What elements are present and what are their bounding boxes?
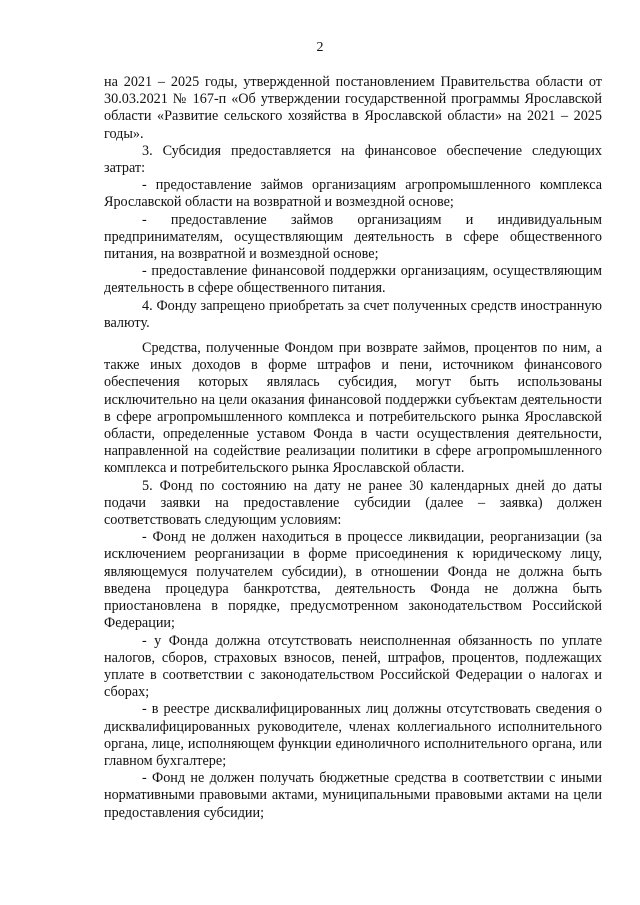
- paragraph-condition-taxes: - у Фонда должна отсутствовать неисполненная обязанность по уплате налогов, сборов, страховых взносов, пеней, штрафов, процентов, подлежащих уплате в соответствии с законодательством Российской Федерации о налогах и сборах;: [104, 632, 602, 701]
- paragraph-program-reference: на 2021 – 2025 годы, утвержденной постановлением Правительства области от 30.03.2021 № 167-п «Об утверждении государственной программы Ярославской области «Развитие сельского хозяйства в Ярославской области» на 2021 – 2025 годы».: [104, 74, 602, 142]
- page-number: 2: [316, 40, 324, 55]
- paragraph-item-3: 3. Субсидия предоставляется на финансовое обеспечение следующих затрат:: [104, 142, 602, 177]
- paragraph-bullet-loans-agro: - предоставление займов организациям агропромышленного комплекса Ярославской области на возвратной и возмездной основе;: [104, 177, 602, 211]
- paragraph-bullet-loans-catering: - предоставление займов организациям и индивидуальным предпринимателям, осуществляющим деятельность в сфере общественного питания, на возвратной и возмездной основе;: [104, 211, 602, 263]
- paragraph-item-5: 5. Фонд по состоянию на дату не ранее 30 календарных дней до даты подачи заявки на предоставление субсидии (далее – заявка) должен соответствовать следующим условиям:: [104, 477, 602, 529]
- paragraph-item-4: 4. Фонду запрещено приобретать за счет полученных средств иностранную валюту.: [104, 297, 602, 331]
- paragraph-condition-budget: - Фонд не должен получать бюджетные средства в соответствии с иными нормативными правовыми актами, муниципальными правовыми актами на цели предоставления субсидии;: [104, 770, 602, 821]
- paragraph-bullet-financial-support: - предоставление финансовой поддержки организациям, осуществляющим деятельность в сфере общественного питания.: [104, 263, 602, 297]
- paragraph-funds-usage: Средства, полученные Фондом при возврате займов, процентов по ним, а также иных доходов в форме штрафов и пени, источником финансового обеспечения которых являлась субсидия, могут быть использованы исключительно на цели оказания финансовой поддержки субъектам деятельности в сфере агропромышленного комплекса и потребительского рынка Ярославской области, определенные уставом Фонда в части осуществления деятельности, направленной на содействие реализации политики в сфере агропромышленного комплекса и потребительского рынка Ярославской области.: [104, 340, 602, 477]
- paragraph-condition-liquidation: - Фонд не должен находиться в процессе ликвидации, реорганизации (за исключением реорганизации в форме присоединения к юридическому лицу, являющемуся получателем субсидии), в отношении Фонда не должна быть введена процедура банкротства, деятельность Фонда не должна быть приостановлена в порядке, предусмотренном законодательством Российской Федерации;: [104, 529, 602, 632]
- paragraph-condition-disqualified: - в реестре дисквалифицированных лиц должны отсутствовать сведения о дисквалифицированных руководителе, членах коллегиального исполнительного органа, лице, исполняющем функции единоличного исполнительного органа, или главном бухгалтере;: [104, 701, 602, 769]
- document-body: [104, 74, 602, 822]
